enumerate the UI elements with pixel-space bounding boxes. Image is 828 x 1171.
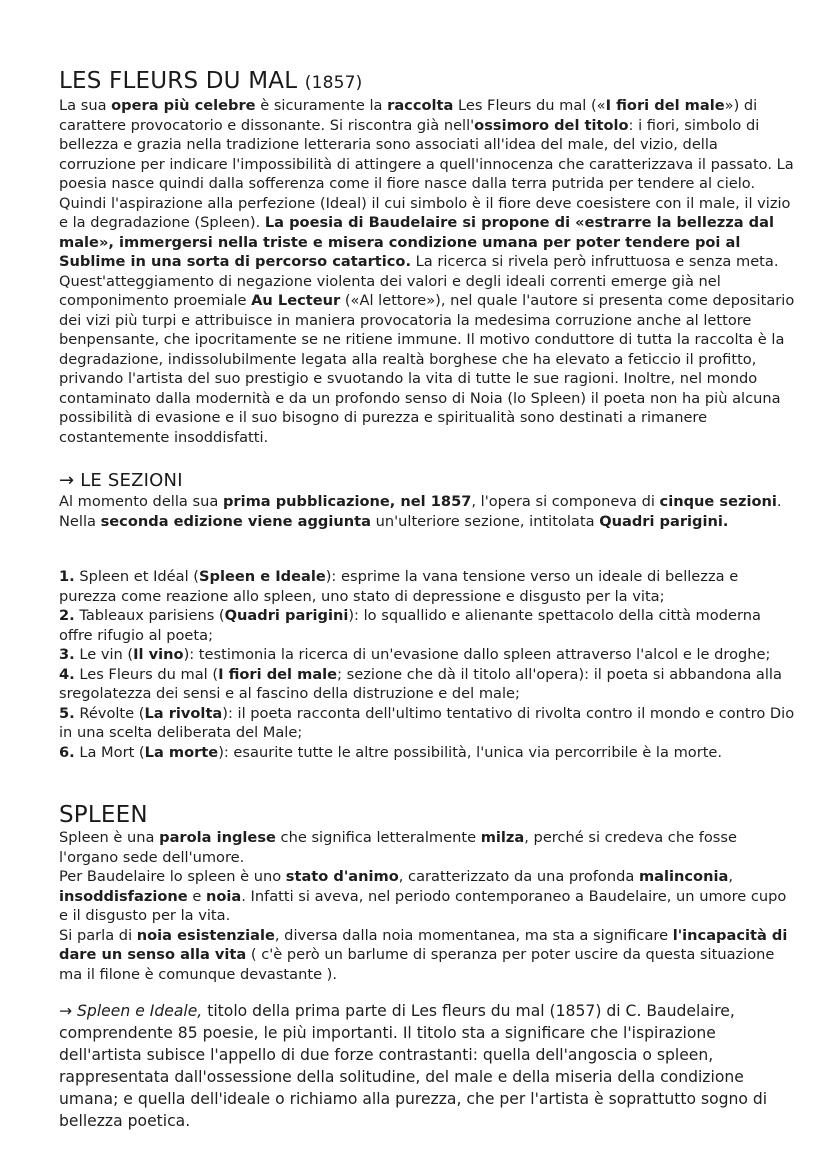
text-run: Al momento della sua [59,493,223,510]
text-run: che significa letteralmente [275,829,481,846]
spleen-section [59,828,799,984]
title-main: LES FLEURS DU MAL [59,68,298,94]
text-run: , perché si credeva che fosse l'organo sede dell'umore. [59,829,737,866]
sections-list [59,567,799,762]
text-run: ): esaurite tutte le altre possibilità, l'unica via percorribile è la morte. [218,743,723,761]
text-run: Tableaux parisiens ( [74,607,225,624]
bold-text: 5. [59,704,75,722]
text-run: La ricerca si rivela però infruttuosa e senza meta. Quest'atteggiamento di negazione violenta dei valori e degli ideali correnti emerge già nel componimento proemiale [59,253,779,309]
bold-text: parola inglese [159,829,276,846]
list-item [59,645,799,665]
text-run: , caratterizzato da una profonda [398,868,639,885]
bold-text: Spleen e Ideale [199,568,326,585]
page-title [59,66,799,98]
bold-text: raccolta [387,97,454,114]
bold-text: ossimoro del titolo [474,116,629,134]
spleen-paragraph [59,867,799,926]
bold-text: noia [205,887,242,905]
bold-text: 1. [59,568,75,585]
sections-intro-paragraph [59,492,799,531]
text-run: Le vin ( [74,646,134,663]
bold-text: 4. [59,665,75,683]
text-run: ») di carattere provocatorio e dissonante. Si riscontra già nell' [59,97,758,134]
bold-text: La poesia di Baudelaire si propone di «estrarre la bellezza dal male», immergersi nella triste e misera condizione umana per poter tendere poi al Sublime in una sorta di percorso catartico. [59,214,774,270]
bold-text: prima pubblicazione, nel 1857 [222,493,472,510]
text-run: ): lo squallido e alienante spettacolo della città moderna offre rifugio al poeta; [59,607,761,644]
bold-text: I fiori del male [218,665,338,683]
bold-text: Il vino [133,646,184,663]
text-run: Révolte ( [74,704,145,722]
text-run: titolo della prima parte di Les fleurs du mal (1857) di C. Baudelaire, comprendente 85 poesie, le più importanti. Il titolo sta a significare che l'ispirazione dell'artista subisce l'appello di due forze contrastanti: quella dell'angoscia o spleen, rappresentata dall'ossessione della solitudine, del male e della miseria della condizione umana; e quella dell'ideale o richiamo alla purezza, che per l'artista è soprattutto sogno di bellezza poetica. [59,1002,768,1130]
text-run: La Mort ( [74,743,145,761]
text-run: ): il poeta racconta dell'ultimo tentativo di rivolta contro il mondo e contro Dio in una scelta deliberata del Male; [59,704,795,741]
bold-text: opera più celebre [111,97,256,114]
spleen-ideale-paragraph [59,1000,799,1132]
list-item [59,606,799,645]
sections-heading: → LE SEZIONI [59,470,183,491]
bold-text: l'incapacità di dare un senso alla vita [59,926,788,963]
text-run: Spleen è una [59,829,160,846]
text-run: un'ulteriore sezione, intitolata [370,512,600,530]
bold-text: insoddisfazione [59,887,188,905]
bold-text: Quadri parigini [224,607,349,624]
bold-text: seconda edizione viene aggiunta [100,512,371,530]
spleen-heading: SPLEEN [59,802,148,828]
bold-text: Quadri parigini. [599,512,729,530]
text-run: ( c'è però un barlume di speranza per poter uscire da questa situazione ma il filone è comunque devastante ). [59,946,775,983]
text-run: Les Fleurs du mal ( [74,665,219,683]
title-year: (1857) [304,73,363,93]
list-item [59,567,799,606]
text-run: e [187,887,206,905]
bold-text: 6. [59,743,75,761]
text-run: Per Baudelaire lo spleen è uno [59,868,286,885]
intro-paragraph [59,96,799,447]
text-run: La sua [59,97,112,114]
bold-text: stato d'animo [285,868,399,885]
spleen-paragraph [59,828,799,867]
spleen-paragraph [59,926,799,985]
italic-text: Spleen e Ideale, [77,1002,203,1020]
text-run: , l'opera si componeva di [471,493,660,510]
list-item [59,704,799,743]
bold-text: 2. [59,607,75,624]
bold-text: malinconia [638,868,729,885]
bold-text: La rivolta [144,704,223,722]
bold-text: cinque sezioni [659,493,777,510]
text-run: . Infatti si aveva, nel periodo contemporaneo a Baudelaire, un umore cupo e il disgusto per la vita. [59,887,787,924]
bold-text: La morte [144,743,219,761]
text-run: Spleen et Idéal ( [74,568,199,585]
text-run: («Al lettore»), nel quale l'autore si presenta come depositario dei vizi più turpi e attribuisce in maniera provocatoria la medesima corruzione anche al lettore benpensante, che ipocritamente se ne ritiene immune. Il motivo conduttore di tutta la raccolta è la degradazione, indissolubilmente legata alla realtà borghese che ha elevato a feticcio il profitto, privando l'artista del suo prestigio e svuotando la vita di tutte le sue ragioni. Inoltre, nel mondo contaminato dalla modernità e da un profondo senso di Noia (lo Spleen) il poeta non ha più alcuna possibilità di evasione e il suo bisogno di purezza e spiritualità sono destinati a rimanere costantemente insoddisfatti. [59,292,795,446]
text-run: Les Fleurs du mal (« [453,97,606,114]
text-run: Si parla di [59,926,137,944]
text-run: ; sezione che dà il titolo all'opera): il poeta si abbandona alla sregolatezza dei sensi e al fascino della distruzione e del male; [59,665,782,702]
bold-text: Au Lecteur [251,292,341,309]
list-item [59,665,799,704]
list-item [59,743,799,763]
text-run: → [59,1002,78,1020]
bold-text: noia esistenziale [136,926,275,944]
text-run: , diversa dalla noia momentanea, ma sta a significare [274,926,673,944]
text-run: è sicuramente la [255,97,388,114]
text-run: ): esprime la vana tensione verso un ideale di bellezza e purezza come reazione allo spleen, uno stato di depressione e disgusto per la vita; [59,568,739,605]
bold-text: 3. [59,646,75,663]
text-run: : i fiori, simbolo di bellezza e grazia nella tradizione letteraria sono associati all'idea del male, del vizio, della corruzione per indicare l'impossibilità di attingere a quell'innocenza che caratterizzava il passato. La poesia nasce quindi dalla sofferenza come il fiore nasce dalla terra putrida per tendere al cielo. Quindi l'aspirazione alla perfezione (Ideal) il cui simbolo è il fiore deve coesistere con il male, il vizio e la degradazione (Spleen). [59,116,794,231]
text-run: ): testimonia la ricerca di un'evasione dallo spleen attraverso l'alcol e le droghe; [183,646,771,663]
bold-text: I fiori del male [605,97,725,114]
text-run: . Nella [59,493,782,530]
text-run: , [728,868,733,885]
bold-text: milza [480,829,525,846]
